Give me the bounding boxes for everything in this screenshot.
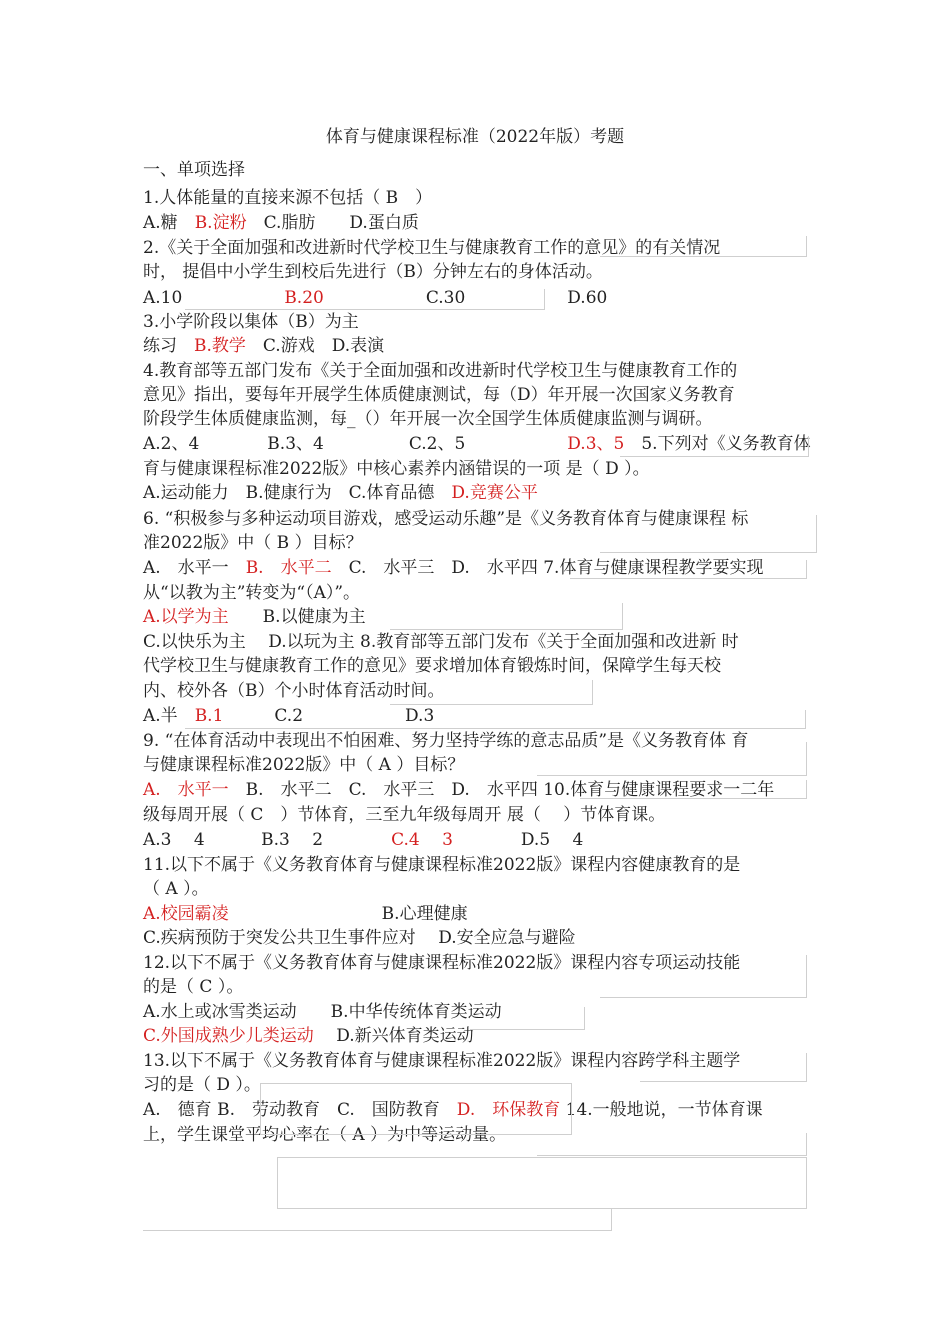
text-line: [143, 1025, 474, 1047]
text-line: [143, 655, 721, 677]
answer-option-highlighted: B.淀粉: [194, 213, 247, 233]
border-line: [537, 1133, 807, 1156]
text-line: [143, 458, 650, 480]
border-line: [143, 1208, 612, 1231]
text-line: [143, 754, 464, 776]
page-title: 体育与健康课程标准（2022年版）考题: [325, 127, 625, 147]
line-text: 阶段学生体质健康监测，每_（）年开展一次全国学生体质健康监测与调研。: [143, 409, 713, 429]
text-line: [143, 187, 432, 209]
text-line: [143, 829, 583, 851]
line-text: 级每周开展（ C ）节体育，三至九年级每周开 展（ ）节体育课。: [143, 805, 666, 825]
line-text: 上，学生课堂平均心率在（ A ）为中等运动量。: [143, 1125, 507, 1145]
line-text: A. 德育 B. 劳动教育 C. 国防教育: [143, 1100, 457, 1120]
border-line: [570, 560, 807, 579]
text-line: [143, 878, 209, 900]
line-text: 6. “积极参与多种运动项目游戏，感受运动乐趣”是《义务教育体育与健康课程 标: [143, 509, 749, 529]
line-text: C.疾病预防于突发公共卫生事件应对 D.安全应急与避险: [143, 928, 576, 948]
text-line: [143, 384, 735, 406]
border-line: [470, 1007, 585, 1030]
line-text: A.糖: [143, 213, 195, 233]
answer-option-highlighted: D. 环保教育: [456, 1100, 561, 1120]
answer-option-highlighted: C.4 3: [391, 830, 453, 850]
answer-option-highlighted: A. 水平一: [143, 780, 229, 800]
text-line: [143, 311, 359, 333]
line-text: C.以快乐为主 D.以玩为主 8.教育部等五部门发布《关于全面加强和改进新 时: [143, 632, 739, 652]
border-line: [260, 1083, 572, 1135]
line-text: A.水上或冰雪类运动 B.中华传统体育类运动: [143, 1002, 502, 1022]
answer-option-highlighted: B.1: [194, 706, 224, 726]
text-line: [143, 335, 384, 357]
line-text: 13.以下不属于《义务教育体育与健康课程标准2022版》课程内容跨学科主题学: [143, 1051, 741, 1071]
line-text: C.2 D.3: [223, 706, 435, 726]
line-text: 14.一般地说，一节体育课: [560, 1100, 763, 1120]
border-line: [390, 680, 593, 705]
line-text: D.5 4: [452, 830, 584, 850]
line-text: 1.人体能量的直接来源不包括（ B ）: [143, 188, 433, 208]
line-text: 2.《关于全面加强和改进新时代学校卫生与健康教育工作的意见》的有关情况: [143, 238, 721, 258]
answer-option-highlighted: D.3、5: [567, 434, 625, 454]
text-line: [143, 606, 366, 628]
section-heading: 一、单项选择: [143, 160, 245, 180]
text-line: [143, 927, 576, 949]
line-text: A.半: [143, 706, 195, 726]
answer-option-highlighted: D.竞赛公平: [451, 483, 538, 503]
border-line: [537, 742, 807, 776]
border-line: [620, 436, 809, 457]
line-text: D.新兴体育类运动: [313, 1026, 474, 1046]
text-line: [143, 532, 363, 554]
line-text: 从“以教为主”转变为“（A）”。: [143, 583, 361, 603]
line-text: 9. “在体育活动中表现出不怕困难、努力坚持学练的意志品质”是《义务教育体 育: [143, 731, 749, 751]
line-text: 11.以下不属于《义务教育体育与健康课程标准2022版》课程内容健康教育的是: [143, 855, 741, 875]
line-text: A.运动能力 B.健康行为 C.体育品德: [143, 483, 452, 503]
border-line: [185, 710, 806, 729]
line-text: B. 水平二 C. 水平三 D. 水平四 10.体育与健康课程要求一二年: [228, 780, 775, 800]
line-text: 与健康课程标准2022版》中（ A ）目标？: [143, 755, 465, 775]
text-line: [143, 212, 419, 234]
line-text: C.游戏 D.表演: [245, 336, 385, 356]
border-line: [600, 515, 817, 553]
line-text: 准2022版》中（ B ）目标？: [143, 533, 363, 553]
text-line: [143, 903, 468, 925]
line-text: C. 水平三 D. 水平四 7.体育与健康课程教学要实现: [331, 558, 764, 578]
line-text: 12.以下不属于《义务教育体育与健康课程标准2022版》课程内容专项运动技能: [143, 953, 741, 973]
text-line: [143, 408, 713, 430]
answer-option-highlighted: B.教学: [194, 336, 246, 356]
line-text: 内、校外各（B）个小时体育活动时间。: [143, 681, 445, 701]
text-line: [143, 482, 538, 504]
text-line: [143, 976, 243, 998]
border-line: [600, 955, 807, 998]
line-text: B.心理健康: [228, 904, 468, 924]
border-line: [277, 1157, 807, 1209]
line-text: 习的是（ D ）。: [143, 1075, 261, 1095]
text-line: [143, 360, 737, 382]
text-line: [143, 1074, 261, 1096]
line-text: （ A ）。: [143, 879, 209, 899]
line-text: 的是（ C ）。: [143, 977, 244, 997]
text-line: [143, 261, 603, 283]
text-line: [143, 854, 740, 876]
text-line: [143, 804, 665, 826]
line-text: 3.小学阶段以集体（B）为主: [143, 312, 359, 332]
line-text: 意见》指出，要每年开展学生体质健康测试，每（D）年开展一次国家义务教育: [143, 385, 735, 405]
line-text: A.3 4 B.3 2: [143, 830, 392, 850]
text-line: [143, 582, 360, 604]
line-text: 4.教育部等五部门发布《关于全面加强和改进新时代学校卫生与健康教育工作的: [143, 361, 738, 381]
text-line: [143, 1001, 502, 1023]
answer-option-highlighted: C.外国成熟少儿类运动: [143, 1026, 314, 1046]
line-text: 5.下列对《义务教育体: [624, 434, 811, 454]
answer-option-highlighted: B.20: [284, 288, 324, 308]
border-line: [600, 236, 807, 257]
line-text: 时， 提倡中小学生到校后先进行（B）分钟左右的身体活动。: [143, 262, 603, 282]
line-text: A.10: [143, 288, 285, 308]
text-line: [143, 631, 739, 653]
border-line: [185, 289, 545, 310]
line-text: B.以健康为主: [228, 607, 366, 627]
border-line: [390, 603, 623, 630]
line-text: C.30 D.60: [323, 288, 608, 308]
line-text: A. 水平一: [143, 558, 246, 578]
line-text: 育与健康课程标准2022版》中核心素养内涵错误的一项 是（ D ）。: [143, 459, 650, 479]
line-text: 代学校卫生与健康教育工作的意见》要求增加体育锻炼时间，保障学生每天校: [143, 656, 721, 676]
line-text: C.脂肪 D.蛋白质: [246, 213, 419, 233]
border-line: [580, 780, 807, 799]
line-text: 练习: [143, 336, 194, 356]
answer-option-highlighted: A.校园霸凌: [143, 904, 229, 924]
border-line: [640, 1053, 807, 1082]
answer-option-highlighted: B. 水平二: [245, 558, 332, 578]
answer-option-highlighted: A.以学为主: [143, 607, 229, 627]
line-text: A.2、4 B.3、4 C.2、5: [143, 434, 568, 454]
